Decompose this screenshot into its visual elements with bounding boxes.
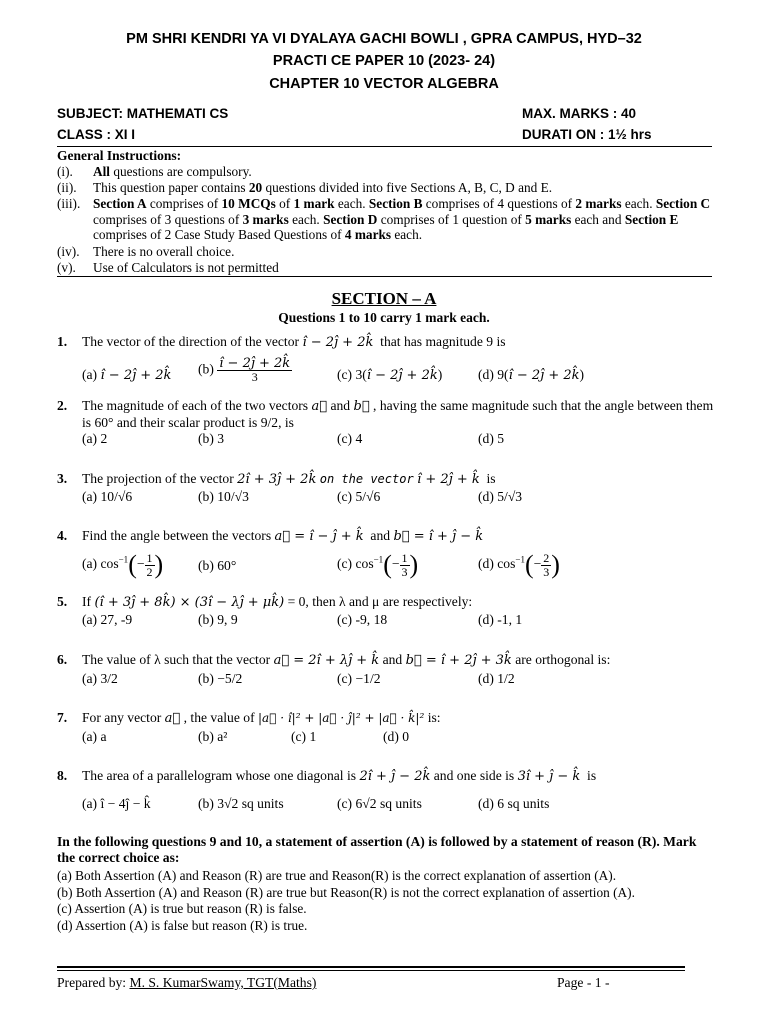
section-subtitle: Questions 1 to 10 carry 1 mark each. xyxy=(278,310,490,325)
q5-option-c: (c) -9, 18 xyxy=(337,612,388,627)
max-marks-label: MAX. MARKS : 40 xyxy=(522,106,637,121)
instruction-item xyxy=(57,244,712,260)
question-text: The vector of the direction of the vector î − 2ĵ + 2k̂ that has magnitude 9 is xyxy=(82,334,506,350)
question-number: 5. xyxy=(57,594,68,609)
instruction-item xyxy=(57,180,712,196)
paper-title: PRACTI CE PAPER 10 (2023- 24) xyxy=(272,53,496,69)
instruction-text: There is no overall choice. xyxy=(93,244,235,259)
q4-option-a: (a) $\cos^{-1}(-$ $\frac{1}{2}$ ) xyxy=(82,550,164,579)
question-number: 3. xyxy=(57,471,68,486)
section-title: SECTION – A xyxy=(331,289,437,308)
question-text: The value of λ such that the vector a⃗ = 2î + λĵ + k̂ and b⃗ = î + 2ĵ + 3k̂ are orthogonal is: xyxy=(82,652,611,668)
question-number: 1. xyxy=(57,334,68,349)
question-number: 8. xyxy=(57,768,68,783)
instruction-number: (iv). xyxy=(57,244,80,259)
q5-option-a: (a) 27, -9 xyxy=(82,612,133,627)
instruction-item xyxy=(57,164,712,180)
question-number: 6. xyxy=(57,652,68,667)
q7-option-a: (a) a xyxy=(82,729,107,744)
ar-choice-b: (b) Both Assertion (A) and Reason (R) are true but Reason(R) is not the correct explanation of assertion (A). xyxy=(57,885,635,900)
duration-label: DURATI ON : 1½ hrs xyxy=(522,127,652,142)
q1-option-d: (d) 9(î − 2ĵ + 2k̂) xyxy=(478,367,585,383)
class-label: CLASS : XI I xyxy=(57,127,136,142)
footer-divider-thick xyxy=(57,966,685,968)
q1-option-c: (c) 3(î − 2ĵ + 2k̂) xyxy=(337,367,443,383)
page-number: Page - 1 - xyxy=(557,975,610,990)
q6-option-c: (c) −1/2 xyxy=(337,671,381,686)
question-text: The magnitude of each of the two vectors a⃗ and b⃗ , having the same magnitude such that the angle between them is 60° and their scalar product is 9/2, is xyxy=(82,398,714,430)
q3-option-d: (d) 5/√3 xyxy=(478,489,523,504)
ar-choice-d: (d) Assertion (A) is false but reason (R) is true. xyxy=(57,918,308,933)
footer-prepared xyxy=(57,975,316,991)
instruction-number: (i). xyxy=(57,164,73,179)
instruction-text: Section A comprises of 10 MCQs of 1 mark each. Section B comprises of 4 questions of 2 marks each. Section C comprises of 3 questions of 3 marks each. Section D comprises of 1 question of 5 marks each and Section E comprises of 2 Case Study Based Questions of 4 marks each. xyxy=(93,196,711,242)
prepared-label: Prepared by: xyxy=(57,975,127,990)
prepared-by: M. S. KumarSwamy, TGT(Maths) xyxy=(129,975,317,990)
question-number: 4. xyxy=(57,528,68,543)
question-text: For any vector a⃗ , the value of |a⃗ · î|² + |a⃗ · ĵ|² + |a⃗ · k̂|² is: xyxy=(82,710,441,726)
subject-label: SUBJECT: MATHEMATI CS xyxy=(57,106,229,121)
q4-option-d: (d) $\cos^{-1}(-$ $\frac{2}{3}$ ) xyxy=(478,550,560,579)
instruction-number: (ii). xyxy=(57,180,77,195)
q8-option-a: (a) î − 4ĵ − k̂ xyxy=(82,796,151,811)
instructions-divider xyxy=(57,276,712,277)
q4-option-c: (c) $\cos^{-1}(-$ $\frac{1}{3}$ ) xyxy=(337,550,419,579)
question-text: If (î + 3ĵ + 8k̂) × (3î − λĵ + μk̂) = 0, then λ and μ are respectively: xyxy=(82,594,473,610)
instruction-item xyxy=(57,196,712,244)
q3-option-a: (a) 10/√6 xyxy=(82,489,133,504)
question-text: The projection of the vector 2î + 3ĵ + 2k̂ on the vector î + 2ĵ + k̂ is xyxy=(82,471,496,487)
q6-option-a: (a) 3/2 xyxy=(82,671,118,686)
instruction-item xyxy=(57,260,712,276)
instructions-title: General Instructions: xyxy=(57,148,182,163)
school-name: PM SHRI KENDRI YA VI DYALAYA GACHI BOWLI , GPRA CAMPUS, HYD–32 xyxy=(126,31,642,47)
q5-option-b: (b) 9, 9 xyxy=(198,612,238,627)
q8-option-d: (d) 6 sq units xyxy=(478,796,550,811)
q8-option-b: (b) 3√2 sq units xyxy=(198,796,284,811)
instruction-text: All questions are compulsory. xyxy=(93,164,252,179)
header-divider xyxy=(57,146,712,147)
q3-option-c: (c) 5/√6 xyxy=(337,489,381,504)
q7-option-c: (c) 1 xyxy=(291,729,317,744)
ar-choice-a: (a) Both Assertion (A) and Reason (R) are true and Reason(R) is the correct explanation of assertion (A). xyxy=(57,868,617,883)
ar-choice-c: (c) Assertion (A) is true but reason (R) is false. xyxy=(57,901,307,916)
q2-option-b: (b) 3 xyxy=(198,431,225,446)
q2-option-c: (c) 4 xyxy=(337,431,363,446)
q3-option-b: (b) 10/√3 xyxy=(198,489,249,504)
q2-option-a: (a) 2 xyxy=(82,431,108,446)
instruction-text: Use of Calculators is not permitted xyxy=(93,260,279,275)
chapter-title: CHAPTER 10 VECTOR ALGEBRA xyxy=(269,76,499,92)
question-number: 7. xyxy=(57,710,68,725)
q2-option-d: (d) 5 xyxy=(478,431,505,446)
q1-option-a: (a) î − 2ĵ + 2k̂ xyxy=(82,367,172,383)
q8-option-c: (c) 6√2 sq units xyxy=(337,796,422,811)
q6-option-d: (d) 1/2 xyxy=(478,671,515,686)
instruction-number: (iii). xyxy=(57,196,81,211)
instruction-text: This question paper contains 20 questions divided into five Sections A, B, C, D and E. xyxy=(93,180,553,195)
q7-option-d: (d) 0 xyxy=(383,729,410,744)
footer-divider-thin xyxy=(57,970,685,971)
q1-option-b: (b) $\frac{î - 2ĵ + 2k̂}{3}$ xyxy=(198,356,291,384)
q7-option-b: (b) a² xyxy=(198,729,228,744)
question-text: The area of a parallelogram whose one diagonal is 2î + ĵ − 2k̂ and one side is 3î + ĵ − k̂ is xyxy=(82,768,597,784)
question-number: 2. xyxy=(57,398,68,413)
q4-option-b: (b) 60° xyxy=(198,558,237,573)
q6-option-b: (b) −5/2 xyxy=(198,671,243,686)
instruction-number: (v). xyxy=(57,260,76,275)
q5-option-d: (d) -1, 1 xyxy=(478,612,523,627)
question-text: Find the angle between the vectors a⃗ = î − ĵ + k̂ and b⃗ = î + ĵ − k̂ xyxy=(82,528,484,544)
assertion-reason-heading: In the following questions 9 and 10, a statement of assertion (A) is followed by a statement of reason (R). Mark the correct choice as: xyxy=(57,834,697,865)
